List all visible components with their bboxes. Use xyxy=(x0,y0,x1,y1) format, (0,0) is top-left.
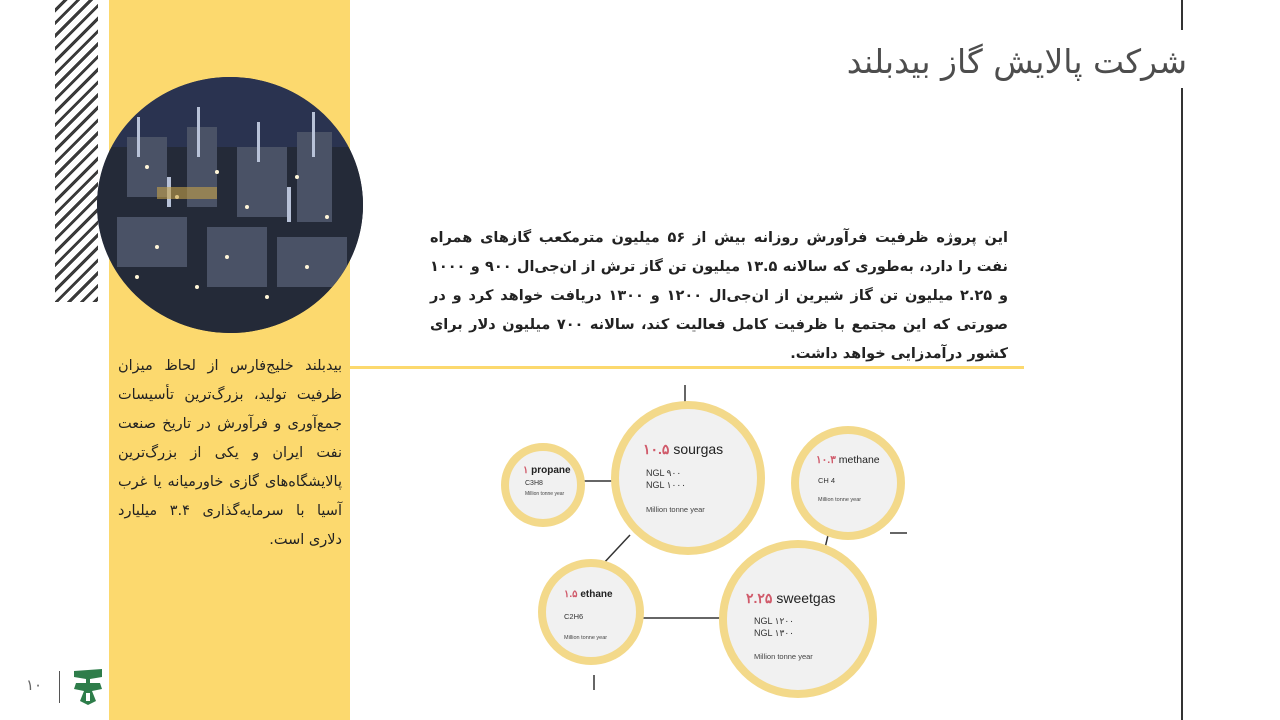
sweetgas-unit: Million tonne year xyxy=(754,652,813,661)
sourgas-value: ۱۰.۵ xyxy=(643,441,670,457)
ethane-unit: Million tonne year xyxy=(564,635,608,641)
yellow-divider xyxy=(350,366,1024,369)
ethane-value: ۱.۵ xyxy=(564,589,578,600)
refinery-photo xyxy=(97,77,363,333)
sweetgas-value: ۲.۲۵ xyxy=(746,590,773,606)
sourgas-unit: Million tonne year xyxy=(646,505,705,514)
slide-title: شرکت پالایش گاز بیدبلند xyxy=(846,42,1187,81)
sidebar-description: بیدبلند خلیج‌فارس از لحاظ میزان ظرفیت تولید، بزرگ‌ترین تأسیسات جمع‌آوری و فرآورش در تاریخ صنعت نفت ایران و یکی از بزرگ‌ترین پالایشگاه‌های گازی خاورمیانه یا غرب آسیا با سرمایه‌گذاری ۳.۴ میلیارد دلاری است. xyxy=(118,358,342,548)
sweetgas-name: sweetgas xyxy=(776,590,836,606)
sourgas-name: sourgas xyxy=(673,441,724,457)
sourgas-ngl-2: NGL ۱۰۰۰ xyxy=(646,480,687,490)
ethane-bubble xyxy=(538,559,644,665)
capacity-diagram xyxy=(490,385,910,695)
footer-divider xyxy=(59,671,60,703)
company-logo xyxy=(72,667,104,707)
methane-formula: CH 4 xyxy=(818,476,836,485)
ethane-name: ethane xyxy=(580,589,613,600)
propane-name: propane xyxy=(531,465,571,476)
page-number: ۱۰ xyxy=(26,676,43,694)
sweetgas-bubble xyxy=(719,540,877,698)
propane-bubble xyxy=(501,443,585,527)
main-paragraph: این پروژه ظرفیت فرآورش روزانه بیش از ۵۶ میلیون مترمکعب گازهای همراه نفت را دارد، به‌طوری که سالانه ۱۳.۵ میلیون تن گاز ترش از ان‌جی‌ال ۹۰۰ و ۱۰۰۰ و ۲.۲۵ میلیون تن گاز شیرین از ان‌جی‌ال ۱۲۰۰ و ۱۳۰۰ دریافت خواهد کرد و در صورتی که این مجتمع با ظرفیت کامل فعالیت کند، سالانه ۷۰۰ میلیون دلار برای کشور درآمدزایی خواهد داشت. xyxy=(430,230,1008,362)
ethane-formula: C2H6 xyxy=(564,612,584,621)
sourgas-bubble xyxy=(611,401,765,555)
sweetgas-ngl-2: NGL ۱۳۰۰ xyxy=(754,628,795,638)
propane-value: ۱ xyxy=(523,465,529,476)
methane-value: ۱۰.۳ xyxy=(816,454,836,466)
methane-bubble xyxy=(791,426,905,540)
propane-formula: C3H8 xyxy=(525,480,543,487)
vertical-rule xyxy=(1181,88,1183,720)
sweetgas-ngl-1: NGL ۱۲۰۰ xyxy=(754,616,795,626)
vertical-rule-top xyxy=(1181,0,1183,30)
propane-unit: Million tonne year xyxy=(525,491,565,497)
decorative-stripes xyxy=(55,0,98,302)
methane-name: methane xyxy=(838,454,880,466)
sourgas-ngl-1: NGL ۹۰۰ xyxy=(646,468,682,478)
methane-unit: Million tonne year xyxy=(818,497,862,503)
